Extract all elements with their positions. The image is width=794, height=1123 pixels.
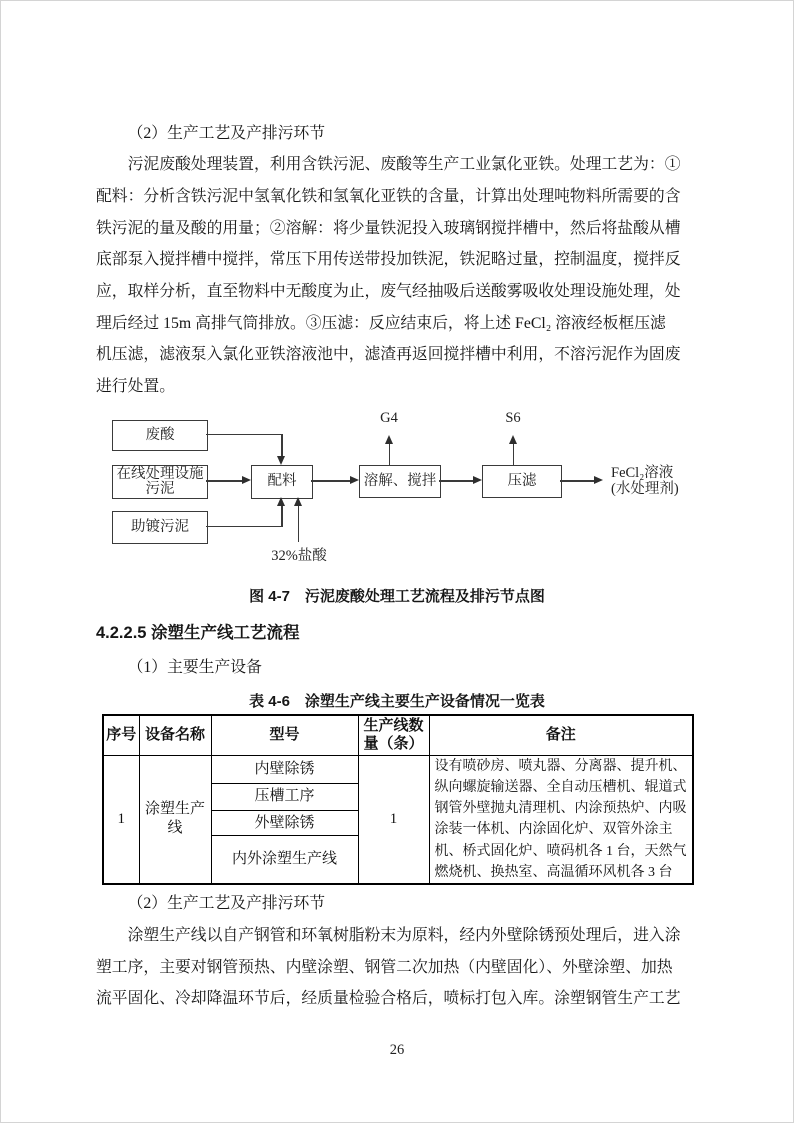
arrow-up-icon: [277, 497, 285, 506]
flow-connector: [298, 506, 299, 543]
cell-remark: 设有喷砂房、喷丸器、分离器、提升机、 纵向螺旋输送器、全自动压槽机、辊道式 钢管外壁抛丸清理机、内涂预热炉、内吸 涂装一体机、内涂固化炉、双管外涂主 机、桥式固化炉、喷码机各 1 台，天然气 燃烧机、换热室、高温循环风机各 3 台: [429, 755, 693, 884]
col-header-line-count: 生产线数量（条）: [358, 715, 429, 755]
col-header-remark: 备注: [429, 715, 693, 755]
flow-box-dissolve-stir: 溶解、搅拌: [359, 465, 441, 498]
cell-device-name: 涂塑生产线: [139, 755, 211, 884]
cell-line-count: 1: [358, 755, 429, 884]
table-title: 表 4-6 涂塑生产线主要生产设备情况一览表: [249, 693, 545, 710]
label-product-line1: FeCl₂溶液: [611, 465, 674, 481]
arrow-right-icon: [594, 476, 603, 484]
flow-box-press-filter: 压滤: [482, 465, 562, 498]
list-item-process-pollution: （2）生产工艺及产排污环节: [127, 895, 326, 912]
table-row: [103, 755, 693, 783]
flow-box-waste-acid: 废酸: [112, 420, 208, 451]
arrow-up-icon: [385, 435, 393, 444]
flow-connector: [311, 480, 350, 481]
arrow-right-icon: [350, 476, 359, 484]
flow-connector: [560, 480, 594, 481]
section-heading-coating-line: 4.2.2.5 涂塑生产线工艺流程: [96, 624, 300, 642]
arrow-right-icon: [473, 476, 482, 484]
equipment-table: [102, 714, 694, 885]
label-hcl: 32%盐酸: [271, 548, 327, 564]
flow-diagram: [96, 408, 698, 580]
flow-connector: [206, 526, 283, 527]
arrow-up-icon: [509, 435, 517, 444]
label-product: [611, 465, 693, 497]
figure-caption: 图 4-7 污泥废酸处理工艺流程及排污节点图: [249, 588, 545, 605]
arrow-right-icon: [242, 476, 251, 484]
label-s6: S6: [505, 410, 521, 426]
flow-connector: [439, 480, 473, 481]
flow-box-online-sludge: 在线处理设施污泥: [112, 465, 208, 499]
flow-connector: [389, 443, 390, 465]
cell-model-4: 内外涂塑生产线: [211, 836, 358, 885]
flow-connector: [206, 480, 243, 481]
flow-connector: [281, 434, 282, 457]
cell-model-2: 压槽工序: [211, 783, 358, 810]
arrow-down-icon: [277, 456, 285, 465]
table-header-row: [103, 715, 693, 755]
label-g4: G4: [380, 410, 398, 426]
col-header-model: 型号: [211, 715, 358, 755]
paragraph-coating-process: 涂塑生产线以自产钢管和环氧树脂粉末为原料，经内外壁除锈预处理后，进入涂 塑工序，主要对钢管预热、内壁涂塑、钢管二次加热（内壁固化）、外壁涂塑、加热 流平固化、冷却降温环节后，经质量检验合格后，喷标打包入库。涂塑钢管生产工艺: [96, 926, 681, 1008]
label-product-line2: (水处理剂): [611, 481, 679, 497]
cell-seq: 1: [103, 755, 139, 884]
subsection-heading-process: （2）生产工艺及产排污环节: [127, 124, 326, 142]
flow-connector: [206, 434, 283, 435]
col-header-seq: 序号: [103, 715, 139, 755]
flow-connector: [513, 443, 514, 465]
paragraph-acid-treatment: 污泥废酸处理装置，利用含铁污泥、废酸等生产工业氯化亚铁。处理工艺为：① 配料：分析含铁污泥中氢氧化铁和氢氧化亚铁的含量，计算出处理吨物料所需要的含 铁污泥的量及酸的用量；②溶解：将少量铁泥投入玻璃钢搅拌槽中，然后将盐酸从槽 底部泵入搅拌槽中搅拌，常压下用传送带投加铁泥，铁泥略过量，控制温度，搅拌反 应，取样分析，直至物料中无酸度为止，废气经抽吸后送酸雾吸收处理设施处理，处 理后经过 15m 高排气筒排放。③压滤：反应结束后，将上述 FeCl₂ 溶液经板框压滤 机压滤，滤液泵入氯化亚铁溶液池中，滤渣再返回搅拌槽中利用，不溶污泥作为固废 进行处置。: [96, 156, 681, 396]
list-item-main-equipment: （1）主要生产设备: [127, 659, 262, 676]
flow-box-flux-sludge: 助镀污泥: [112, 511, 208, 544]
flow-connector: [281, 506, 282, 528]
cell-model-1: 内壁除锈: [211, 755, 358, 783]
page-number: 26: [389, 1042, 405, 1058]
cell-model-3: 外壁除锈: [211, 811, 358, 836]
arrow-up-icon: [294, 497, 302, 506]
flow-box-mixing: 配料: [251, 465, 313, 499]
col-header-device-name: 设备名称: [139, 715, 211, 755]
